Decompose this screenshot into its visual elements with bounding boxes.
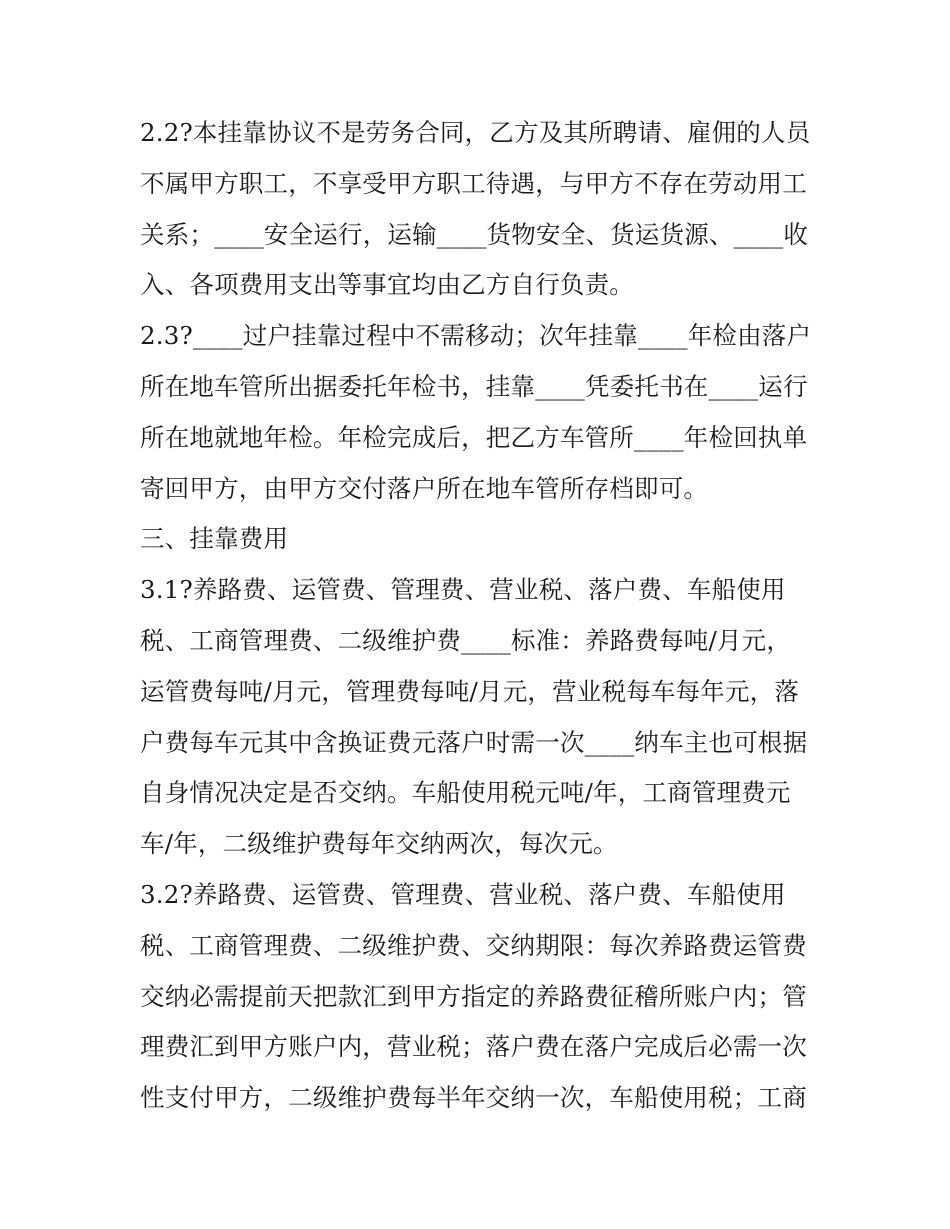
text-line: 3.1?养路费、运管费、管理费、营业税、落户费、车船使用 xyxy=(140,575,786,605)
text-line: 车/年，二级维护费每年交纳两次，每次元。 xyxy=(140,829,618,859)
text-line: 理费汇到甲方账户内，营业税；落户费在落户完成后必需一次 xyxy=(140,1032,807,1062)
text-line: 户费每车元其中含换证费元落户时需一次____纳车主也可根据 xyxy=(140,727,808,757)
text-line: 关系；____安全运行，运输____货物安全、货运货源、____收 xyxy=(140,219,809,249)
text-line: 税、工商管理费、二级维护费、交纳期限：每次养路费运管费 xyxy=(140,930,807,960)
text-line: 寄回甲方，由甲方交付落户所在地车管所存档即可。 xyxy=(140,473,709,503)
text-line: 性支付甲方，二级维护费每半年交纳一次，车船使用税；工商 xyxy=(140,1083,807,1113)
text-line: 自身情况决定是否交纳。车船使用税元吨/年，工商管理费元 xyxy=(140,778,791,808)
text-line: 2.3?____过户挂靠过程中不需移动；次年挂靠____年检由落户 xyxy=(140,321,812,351)
text-line: 不属甲方职工，不享受甲方职工待遇，与甲方不存在劳动用工 xyxy=(140,168,807,198)
text-line: 运管费每吨/月元，管理费每吨/月元，营业税每车每年元，落 xyxy=(140,676,800,706)
text-line: 入、各项费用支出等事宜均由乙方自行负责。 xyxy=(140,270,634,300)
text-line: 3.2?养路费、运管费、管理费、营业税、落户费、车船使用 xyxy=(140,879,786,909)
text-line: 2.2?本挂靠协议不是劳务合同，乙方及其所聘请、雇佣的人员 xyxy=(140,118,811,147)
text-line: 所在地就地年检。年检完成后，把乙方车管所____年检回执单 xyxy=(140,422,808,452)
section-heading: 三、挂靠费用 xyxy=(140,524,289,554)
document-body xyxy=(140,108,840,1124)
text-line: 所在地车管所出据委托年检书，挂靠____凭委托书在____运行 xyxy=(140,371,808,401)
text-line: 税、工商管理费、二级维护费____标准：养路费每吨/月元， xyxy=(140,625,792,655)
text-line: 交纳必需提前天把款汇到甲方指定的养路费征稽所账户内；管 xyxy=(140,981,807,1011)
